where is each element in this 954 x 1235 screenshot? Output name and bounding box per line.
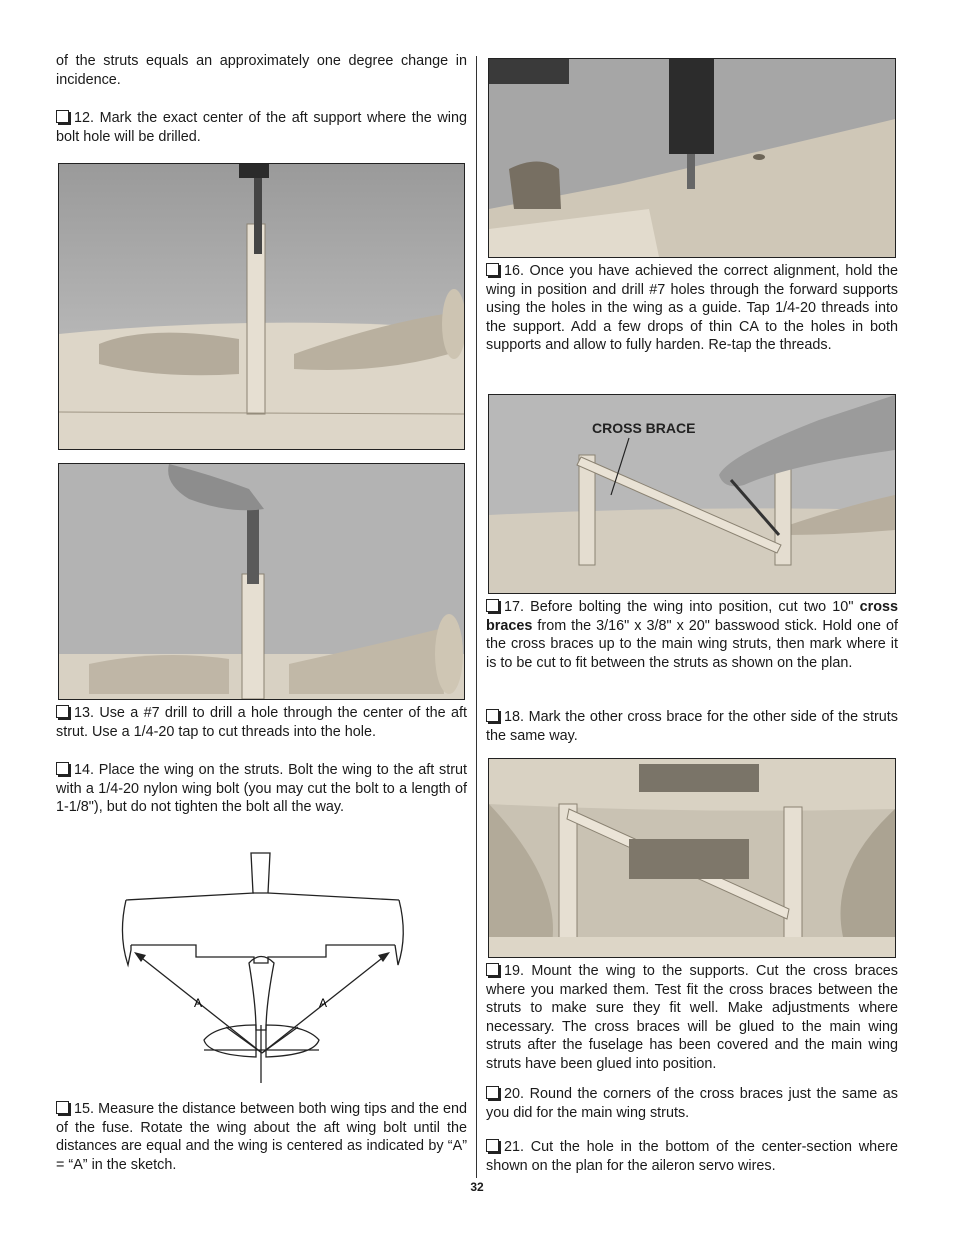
step-17-text-b: from the 3/16" x 3/8" x 20" basswood stick. Hold one of the cross braces up to the main wing struts, then mark where it is to be cut to fit between the struts as shown on the plan. — [486, 617, 898, 671]
step-17-text-a: 17. Before bolting the wing into position, cut two 10" — [504, 599, 854, 615]
column-divider — [476, 56, 477, 1178]
step-13-text: 13. Use a #7 drill to drill a hole through the center of the aft strut. Use a 1/4-20 tap to cut threads into the hole. — [56, 705, 467, 740]
photo-tapping-threads — [58, 463, 465, 700]
step-14-text: 14. Place the wing on the struts. Bolt the wing to the aft strut with a 1/4-20 nylon wing bolt (you may cut the bolt to a length of 1-1/8"), but do not tighten the bolt all the way. — [56, 762, 467, 816]
step-20 — [486, 1085, 898, 1122]
step-17 — [486, 598, 898, 672]
cross-brace-callout: CROSS BRACE — [592, 420, 696, 436]
page-number: 32 — [470, 1180, 484, 1194]
step-21 — [486, 1138, 898, 1175]
checkbox-icon[interactable] — [486, 1139, 499, 1152]
label-a-left: A — [194, 996, 203, 1010]
step-16 — [486, 262, 898, 355]
step-12-text: 12. Mark the exact center of the aft support where the wing bolt hole will be drilled. — [56, 110, 467, 145]
photo-mounted-braces — [488, 758, 896, 958]
checkbox-icon[interactable] — [486, 263, 499, 276]
checkbox-icon[interactable] — [486, 709, 499, 722]
step-14 — [56, 761, 467, 817]
photo-drilling-wing — [488, 58, 896, 258]
step-18-text: 18. Mark the other cross brace for the other side of the struts the same way. — [486, 709, 898, 744]
checkbox-icon[interactable] — [486, 1086, 499, 1099]
step-20-text: 20. Round the corners of the cross braces just the same as you did for the main wing struts. — [486, 1086, 898, 1121]
step-17-bold: cross braces — [486, 599, 898, 634]
step-18 — [486, 708, 898, 745]
checkbox-icon[interactable] — [56, 762, 69, 775]
checkbox-icon[interactable] — [56, 110, 69, 123]
step-19-text: 19. Mount the wing to the supports. Cut the cross braces where you marked them. Test fit the cross braces between the struts to make sure they fit well. Make adjustments where necessary. The cross braces will be glued to the main wing struts after the fuselage has been covered and the main wing struts have been glued into position. — [486, 963, 898, 1072]
checkbox-icon[interactable] — [486, 599, 499, 612]
photo-drilling-aft-support — [58, 163, 465, 450]
step-12 — [56, 109, 467, 146]
step-15-text: 15. Measure the distance between both wing tips and the end of the fuse. Rotate the wing about the aft wing bolt until the distances are equal and the wing is centered as indicated by “A” = “A” in the sketch. — [56, 1101, 467, 1173]
step-13 — [56, 704, 467, 741]
checkbox-icon[interactable] — [56, 1101, 69, 1114]
alignment-sketch — [116, 845, 416, 1090]
label-a-right: A — [319, 996, 328, 1010]
checkbox-icon[interactable] — [56, 705, 69, 718]
intro-text: of the struts equals an approximately one degree change in incidence. — [56, 53, 467, 88]
checkbox-icon[interactable] — [486, 963, 499, 976]
step-15 — [56, 1100, 467, 1174]
step-19 — [486, 962, 898, 1074]
step-16-text: 16. Once you have achieved the correct alignment, hold the wing in position and drill #7 holes through the forward supports using the holes in the wing as a guide. Tap 1/4-20 threads into the support. Add a few drops of thin CA to the holes in both supports and allow to fully harden. Re-tap the threads. — [486, 263, 898, 354]
step-21-text: 21. Cut the hole in the bottom of the center-section where shown on the plan for the aileron servo wires. — [486, 1139, 898, 1174]
photo-cross-brace — [488, 394, 896, 594]
